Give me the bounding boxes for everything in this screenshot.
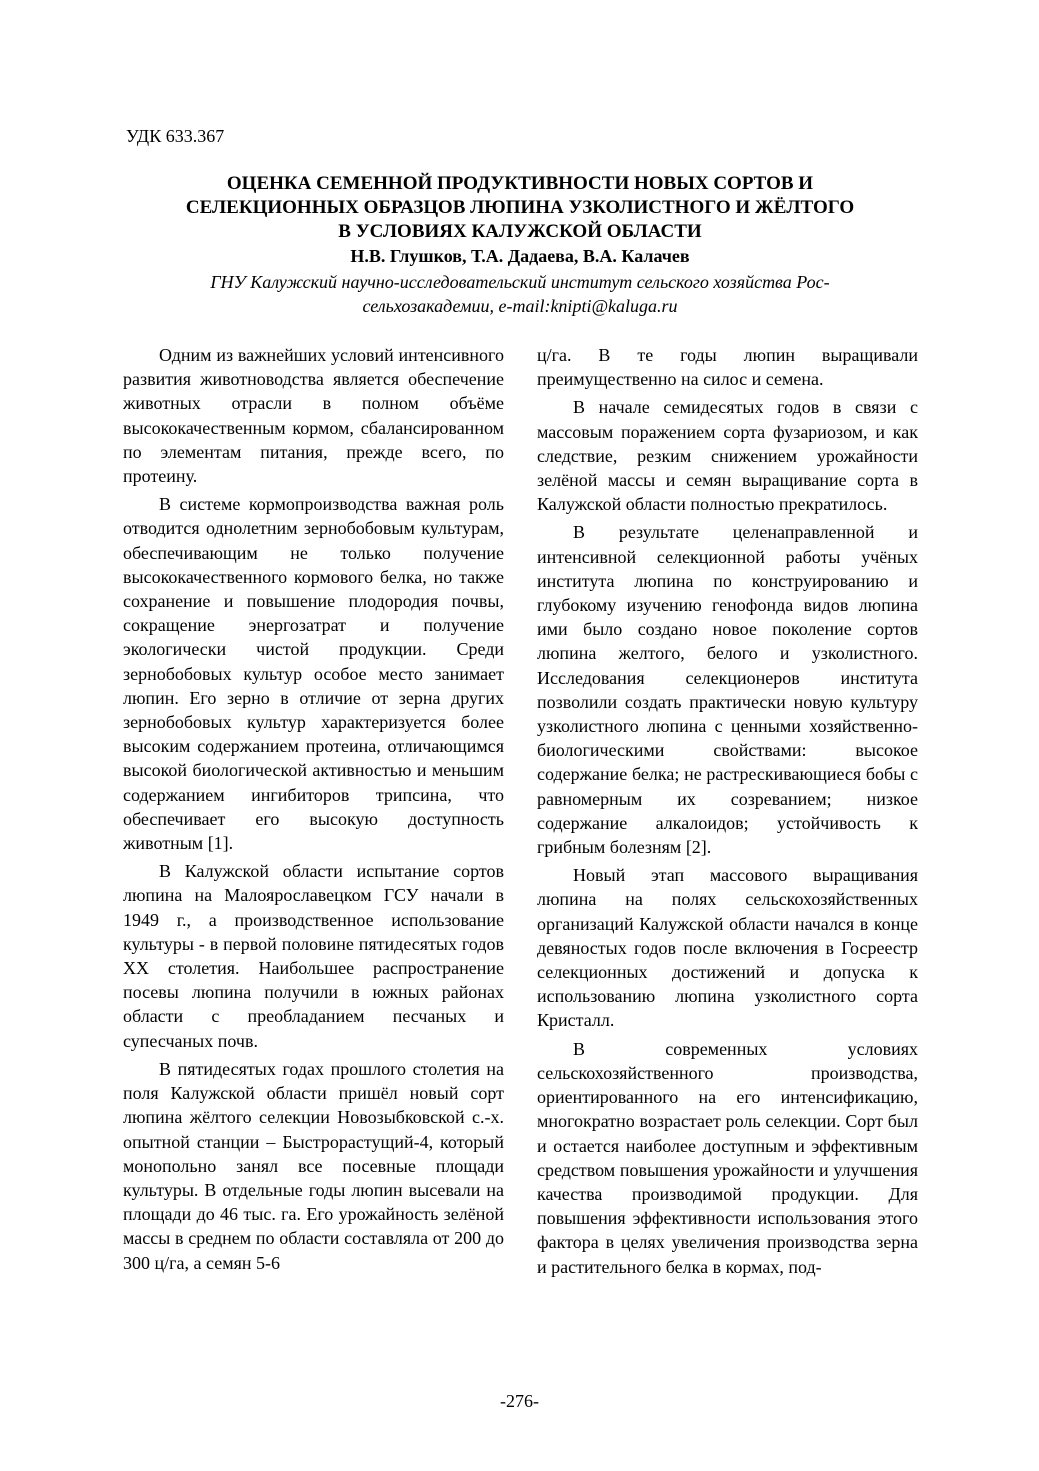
paragraph: Новый этап массового выращивания люпина на полях сельскохозяйственных организаций Калужской области начался в конце девяностых годов после включения в Госреестр селекционных достижений и допуска к использованию люпина узколистного сорта Кристалл. [537,865,918,1031]
paragraph-continuation: ц/га. В те годы люпин выращивали преимущественно на силос и семена. [537,345,918,390]
paragraph: В Калужской области испытание сортов люпина на Малоярославецком ГСУ начали в 1949 г., а производственное использование культуры - в первой половине пятидесятых годов XX столетия. Наибольшее распространение посевы люпина получили в южных районах области с преобладанием песчаных и супесчаных почв. [123,861,504,1051]
title-line: ОЦЕНКА СЕМЕННОЙ ПРОДУКТИВНОСТИ НОВЫХ СОРТОВ И [226,173,814,194]
paragraph: В современных условиях сельскохозяйственного производства, ориентированного на его интенсификацию, многократно возрастает роль селекции. Сорт был и остается наиболее доступным и эффективным средством повышения урожайности и улучшения качества производимой продукции. Для повышения эффективности использования этого фактора в целях увеличения производства зерна и растительного белка в кормах, под- [537,1038,918,1277]
paragraph: В результате целенаправленной и интенсивной селекционной работы учёных института люпина по конструированию и глубокому изучению генофонда видов люпина ими было создано новое поколение сортов люпина желтого, белого и узколистного. Исследования селекционеров института позволили создать практически новую культуру узколистного люпина с ценными хозяйственно-биологическими свойствами: высокое содержание белка; не растрескивающиеся бобы с равномерным их созреванием; низкое содержание алкалоидов; устойчивость к грибным болезням [2]. [537,522,918,858]
authors: Н.В. Глушков, Т.А. Дадаева, В.А. Калачев [350,246,690,266]
title-line: СЕЛЕКЦИОННЫХ ОБРАЗЦОВ ЛЮПИНА УЗКОЛИСТНОГО И ЖЁЛТОГО [185,197,855,218]
udk-code: УДК 633.367 [126,126,225,146]
affiliation [150,270,890,318]
title-line: В УСЛОВИЯХ КАЛУЖСКОЙ ОБЛАСТИ [338,221,702,242]
paragraph: В начале семидесятых годов в связи с массовым поражением сорта фузариозом, и как следствие, резким снижением урожайности зелёной массы и семян выращивание сорта в Калужской области полностью прекратилось. [537,397,918,515]
left-column [123,343,504,1279]
paragraph: Одним из важнейших условий интенсивного развития животноводства является обеспечение животных отрасли в полном объёме высококачественным кормом, сбалансированном по элементам питания, прежде всего, по протеину. [123,345,504,487]
article-title [120,172,920,244]
paragraph: В пятидесятых годах прошлого столетия на поля Калужской области пришёл новый сорт люпина жёлтого селекции Новозыбковской с.-х. опытной станции – Быстрорастущий-4, который монопольно занял все посевные площади культуры. В отдельные годы люпин высевали на площади до 46 тыс. га. Его урожайность зелёной массы в среднем по области составляла от 200 до 300 ц/га, а семян 5-6 [123,1058,504,1273]
affiliation-line: сельхозакадемии, e-mail:knipti@kaluga.ru [362,296,678,316]
right-column [537,343,918,1283]
paragraph: В системе кормопроизводства важная роль отводится однолетним зернобобовым культурам, обеспечивающим не только получение высококачественного кормового белка, но также сохранение и повышение плодородия почвы, сокращение энергозатрат и получение экологически чистой продукции. Среди зернобобовых культур особое место занимает люпин. Его зерно в отличие от зерна других зернобобовых культур характеризуется более высоким содержанием протеина, отличающимся высокой биологической активностью и меньшим содержанием ингибиторов трипсина, что обеспечивает его высокую доступность животным [1]. [123,494,504,854]
page-number: -276- [500,1391,539,1411]
affiliation-line: ГНУ Калужский научно-исследовательский институт сельского хозяйства Рос- [210,272,830,292]
